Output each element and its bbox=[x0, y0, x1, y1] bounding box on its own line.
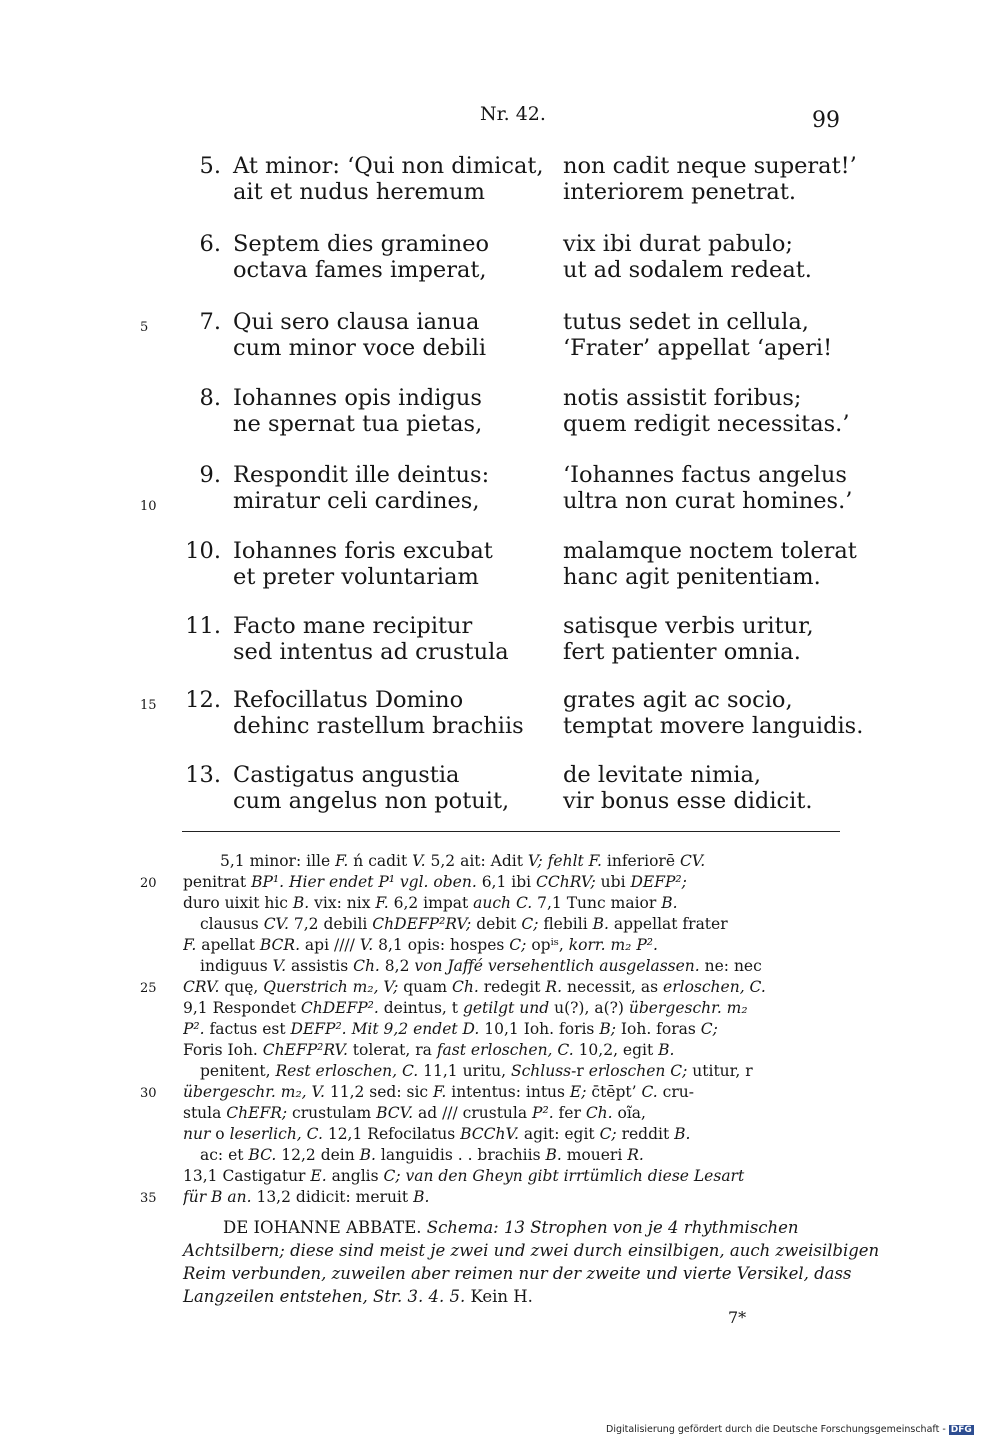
apparatus-text: Foris Ioh. bbox=[183, 1041, 263, 1059]
verse-line: vix ibi durat pabulo; bbox=[563, 231, 793, 257]
stanza-number: 6. bbox=[199, 231, 221, 257]
apparatus-text: 8,1 opis: hospes bbox=[373, 936, 510, 954]
apparatus-text: vix: nix bbox=[309, 894, 376, 912]
apparatus-text: tolerat, ra bbox=[347, 1041, 437, 1059]
note-text: Schema: 13 Strophen von je 4 rhythmischen bbox=[426, 1218, 799, 1237]
stanza bbox=[0, 538, 1000, 598]
apparatus-text: reddit bbox=[616, 1125, 675, 1143]
stanza-number: 9. bbox=[199, 462, 221, 488]
siglum: für B an. bbox=[183, 1188, 252, 1206]
siglum: BP¹. Hier endet P¹ vgl. oben. bbox=[251, 873, 477, 891]
siglum: BC. bbox=[248, 1146, 277, 1164]
apparatus-text: appellat frater bbox=[608, 915, 728, 933]
apparatus-text: ad /// crustula bbox=[413, 1104, 533, 1122]
verse-line: Respondit ille deintus: bbox=[233, 462, 490, 488]
siglum: R. bbox=[545, 978, 563, 996]
verse-line: cum angelus non potuit, bbox=[233, 788, 510, 814]
apparatus-text: redegit bbox=[478, 978, 546, 996]
apparatus-text: api //// bbox=[300, 936, 360, 954]
apparatus-line bbox=[200, 1146, 841, 1165]
verse-line: ne spernat tua pietas, bbox=[233, 411, 483, 437]
margin-line-number: 35 bbox=[140, 1191, 157, 1206]
note-text: Langzeilen entstehen, Str. 3. 4. 5. bbox=[183, 1287, 466, 1306]
verse-line: Iohannes foris excubat bbox=[233, 538, 493, 564]
stanza bbox=[0, 613, 1000, 673]
siglum: ChEFP²RV. bbox=[262, 1041, 348, 1059]
apparatus-text: clausus bbox=[200, 915, 264, 933]
verse-line: hanc agit penitentiam. bbox=[563, 564, 821, 590]
apparatus-text: 11,1 uritu, bbox=[418, 1062, 511, 1080]
siglum: ChDEFP²RV; bbox=[372, 915, 472, 933]
siglum: BCV. bbox=[376, 1104, 414, 1122]
siglum: B. bbox=[658, 1041, 675, 1059]
stanza-number: 11. bbox=[185, 613, 221, 639]
verse-line: octava fames imperat, bbox=[233, 257, 487, 283]
verse-line: malamque noctem tolerat bbox=[563, 538, 857, 564]
apparatus-text: o bbox=[210, 1125, 230, 1143]
siglum: C; bbox=[509, 936, 527, 954]
apparatus-text: assistis bbox=[286, 957, 354, 975]
siglum: Ch. bbox=[353, 957, 380, 975]
siglum: getilgt und bbox=[462, 999, 550, 1017]
siglum: Rest erloschen, C. bbox=[275, 1062, 419, 1080]
siglum: P². bbox=[532, 1104, 554, 1122]
verse-line: Iohannes opis indigus bbox=[233, 385, 482, 411]
apparatus-line bbox=[183, 894, 841, 913]
siglum: Mit 9,2 endet D. bbox=[351, 1020, 480, 1038]
note-text: Kein H. bbox=[470, 1287, 533, 1306]
margin-line-number: 20 bbox=[140, 876, 157, 891]
siglum: BCChV. bbox=[460, 1125, 519, 1143]
apparatus-text: inferiorē bbox=[601, 852, 680, 870]
apparatus-text: indiguus bbox=[200, 957, 273, 975]
apparatus-text: 7,1 Tunc maior bbox=[532, 894, 662, 912]
verse-line: quem redigit necessitas.’ bbox=[563, 411, 850, 437]
siglum: übergeschr. m₂ bbox=[628, 999, 748, 1017]
apparatus-text: penitrat bbox=[183, 873, 252, 891]
dfg-logo-icon: DFG bbox=[950, 1425, 972, 1435]
verse-line: Qui sero clausa ianua bbox=[233, 309, 480, 335]
apparatus-text: duro uixit hic bbox=[183, 894, 293, 912]
apparatus-line bbox=[200, 915, 841, 934]
apparatus-text: Ioh. foras bbox=[615, 1020, 701, 1038]
siglum: auch C. bbox=[473, 894, 533, 912]
note-text: Reim verbunden, zuweilen aber reimen nur der zweite und vierte Versikel, dass bbox=[183, 1264, 852, 1283]
siglum: V. bbox=[272, 957, 287, 975]
page-number: 99 bbox=[812, 108, 840, 133]
apparatus-text: ne: nec bbox=[699, 957, 762, 975]
stanza bbox=[0, 309, 1000, 369]
verse-line: ultra non curat homines.’ bbox=[563, 488, 853, 514]
apparatus-text: agit: egit bbox=[518, 1125, 600, 1143]
apparatus-text: moueri bbox=[561, 1146, 628, 1164]
stanza bbox=[0, 385, 1000, 445]
verse-line: Septem dies gramineo bbox=[233, 231, 490, 257]
verse-line: de levitate nimia, bbox=[563, 762, 762, 788]
apparatus-text: intentus: intus bbox=[446, 1083, 570, 1101]
siglum: B; bbox=[599, 1020, 616, 1038]
stanza bbox=[0, 153, 1000, 213]
apparatus-line bbox=[200, 1062, 841, 1081]
verse-line: temptat movere languidis. bbox=[563, 713, 864, 739]
margin-line-number: 30 bbox=[140, 1086, 157, 1101]
verse-line: Castigatus angustia bbox=[233, 762, 460, 788]
siglum: B. bbox=[545, 1146, 562, 1164]
siglum: E; bbox=[569, 1083, 587, 1101]
apparatus-line bbox=[183, 1188, 841, 1207]
apparatus-text: 5,2 ait: Adit bbox=[425, 852, 528, 870]
siglum: erloschen, C. bbox=[663, 978, 766, 996]
apparatus-text: u(?), a(?) bbox=[549, 999, 629, 1017]
apparatus-text: debit bbox=[471, 915, 522, 933]
verse-line: sed intentus ad crustula bbox=[233, 639, 509, 665]
siglum: CChRV; bbox=[536, 873, 596, 891]
stanza bbox=[0, 231, 1000, 291]
apparatus-text: anglis bbox=[326, 1167, 384, 1185]
siglum: B. bbox=[413, 1188, 430, 1206]
apparatus-text: 6,1 ibi bbox=[476, 873, 537, 891]
apparatus-text: 13,1 Castigatur bbox=[183, 1167, 311, 1185]
siglum: korr. m₂ P². bbox=[568, 936, 658, 954]
apparatus-line bbox=[183, 978, 841, 997]
apparatus-text: 9,1 Respondet bbox=[183, 999, 301, 1017]
siglum: F. bbox=[335, 852, 349, 870]
apparatus-text: utitur, r bbox=[687, 1062, 753, 1080]
apparatus-text: ń cadit bbox=[348, 852, 413, 870]
apparatus-text: 8,2 bbox=[379, 957, 415, 975]
siglum: DEFP². bbox=[290, 1020, 347, 1038]
apparatus-text: crustulam bbox=[287, 1104, 377, 1122]
siglum: V. bbox=[359, 936, 374, 954]
apparatus-text: penitent, bbox=[200, 1062, 276, 1080]
apparatus-line bbox=[183, 1125, 841, 1144]
apparatus-text: 12,1 Refocilatus bbox=[322, 1125, 461, 1143]
margin-line-number: 25 bbox=[140, 981, 157, 996]
apparatus-line bbox=[183, 1020, 841, 1039]
margin-line-number: 5 bbox=[140, 320, 149, 335]
siglum: CV. bbox=[263, 915, 289, 933]
siglum: ChEFR; bbox=[226, 1104, 288, 1122]
siglum: V. bbox=[412, 852, 426, 870]
apparatus-line bbox=[200, 957, 841, 976]
stanza-number: 8. bbox=[199, 385, 221, 411]
signature-mark: 7* bbox=[728, 1308, 747, 1327]
verse-line: dehinc rastellum brachiis bbox=[233, 713, 524, 739]
apparatus-text: 5,1 minor: ille bbox=[220, 852, 336, 870]
note-heading: DE IOHANNE ABBATE. bbox=[223, 1218, 422, 1237]
apparatus-text: ubi bbox=[595, 873, 631, 891]
stanza-number: 12. bbox=[185, 687, 221, 713]
apparatus-text: fer bbox=[553, 1104, 586, 1122]
siglum: C; bbox=[700, 1020, 718, 1038]
apparatus-text: flebili bbox=[538, 915, 593, 933]
siglum: Ch. bbox=[585, 1104, 613, 1122]
apparatus-text: cru- bbox=[657, 1083, 694, 1101]
siglum: ChDEFP². bbox=[300, 999, 379, 1017]
apparatus-text: quę, bbox=[219, 978, 264, 996]
apparatus-text: deintus, t bbox=[378, 999, 463, 1017]
verse-line: satisque verbis uritur, bbox=[563, 613, 814, 639]
siglum: V; fehlt F. bbox=[527, 852, 602, 870]
stanza-number: 13. bbox=[185, 762, 221, 788]
siglum: F. bbox=[183, 936, 197, 954]
stanza-number: 10. bbox=[185, 538, 221, 564]
siglum: Querstrich m₂, V; bbox=[263, 978, 399, 996]
verse-line: grates agit ac socio, bbox=[563, 687, 793, 713]
apparatus-text: apellat bbox=[196, 936, 260, 954]
apparatus-text: stula bbox=[183, 1104, 227, 1122]
verse-line: non cadit neque superat!’ bbox=[563, 153, 857, 179]
apparatus-line bbox=[183, 1104, 841, 1123]
apparatus-line bbox=[183, 873, 841, 892]
apparatus-text: 11,2 sed: sic bbox=[324, 1083, 434, 1101]
apparatus-text: 10,2, egit bbox=[573, 1041, 659, 1059]
verse-line: ‘Iohannes factus angelus bbox=[563, 462, 847, 488]
siglum: C. bbox=[641, 1083, 658, 1101]
verse-line: miratur celi cardines, bbox=[233, 488, 480, 514]
apparatus-line bbox=[183, 1041, 841, 1060]
apparatus-text: 6,2 impat bbox=[388, 894, 474, 912]
apparatus-text: factus est bbox=[204, 1020, 291, 1038]
margin-line-number: 15 bbox=[140, 698, 157, 713]
siglum: Ch. bbox=[452, 978, 479, 996]
stanza-number: 5. bbox=[199, 153, 221, 179]
verse-line: Facto mane recipitur bbox=[233, 613, 473, 639]
credit-text: Digitalisierung gefördert durch die Deutsche Forschungsgemeinschaft bbox=[606, 1424, 940, 1435]
verse-line: interiorem penetrat. bbox=[563, 179, 797, 205]
apparatus-text: 10,1 Ioh. foris bbox=[479, 1020, 600, 1038]
verse-line: et preter voluntariam bbox=[233, 564, 479, 590]
margin-line-number: 10 bbox=[140, 499, 157, 514]
stanza bbox=[0, 762, 1000, 822]
verse-line: cum minor voce debili bbox=[233, 335, 487, 361]
siglum: F. bbox=[375, 894, 389, 912]
siglum: B. bbox=[292, 894, 310, 912]
digitization-credit: Digitalisierung gefördert durch die Deutsche Forschungsgemeinschaft - DFG bbox=[606, 1424, 972, 1435]
running-title: Nr. 42. bbox=[480, 103, 546, 125]
apparatus-text: quam bbox=[398, 978, 452, 996]
siglum: C; bbox=[521, 915, 539, 933]
verse-line: notis assistit foribus; bbox=[563, 385, 802, 411]
siglum: DEFP²; bbox=[630, 873, 687, 891]
verse-line: vir bonus esse didicit. bbox=[563, 788, 813, 814]
verse-line: Refocillatus Domino bbox=[233, 687, 464, 713]
siglum: B. bbox=[359, 1146, 376, 1164]
apparatus-text: ac: et bbox=[200, 1146, 249, 1164]
verse-line: At minor: ‘Qui non dimicat, bbox=[233, 153, 544, 179]
apparatus-line bbox=[183, 999, 841, 1018]
apparatus-text: oĩa, bbox=[612, 1104, 646, 1122]
stanza bbox=[0, 462, 1000, 522]
siglum: CV. bbox=[679, 852, 706, 870]
stanza-number: 7. bbox=[199, 309, 221, 335]
siglum: C; van den Gheyn gibt irrtümlich diese Lesart bbox=[383, 1167, 745, 1185]
siglum: Schluss bbox=[510, 1062, 572, 1080]
apparatus-text: -r bbox=[571, 1062, 589, 1080]
siglum: P². bbox=[183, 1020, 205, 1038]
siglum: übergeschr. m₂, V. bbox=[183, 1083, 325, 1101]
siglum: C; bbox=[599, 1125, 617, 1143]
stanza bbox=[0, 687, 1000, 747]
siglum: leserlich, C. bbox=[229, 1125, 323, 1143]
verse-line: ‘Frater’ appellat ‘aperi! bbox=[563, 335, 833, 361]
verse-line: fert patienter omnia. bbox=[563, 639, 801, 665]
verse-line: tutus sedet in cellula, bbox=[563, 309, 809, 335]
apparatus-line bbox=[220, 852, 841, 871]
note-text: Achtsilbern; diese sind meist je zwei und zwei durch einsilbigen, auch zweisilbigen bbox=[183, 1241, 880, 1260]
siglum: von Jaffé versehentlich ausgelassen. bbox=[414, 957, 700, 975]
editorial-note bbox=[183, 1216, 880, 1308]
siglum: R. bbox=[627, 1146, 644, 1164]
apparatus-text: 12,2 dein bbox=[276, 1146, 360, 1164]
verse-line: ut ad sodalem redeat. bbox=[563, 257, 812, 283]
apparatus-line bbox=[183, 1167, 841, 1186]
siglum: BCR. bbox=[259, 936, 300, 954]
siglum: E. bbox=[310, 1167, 327, 1185]
siglum: CRV. bbox=[183, 978, 220, 996]
siglum: B. bbox=[674, 1125, 691, 1143]
apparatus-text: 7,2 debili bbox=[288, 915, 373, 933]
siglum: erloschen C; bbox=[588, 1062, 688, 1080]
siglum: nur bbox=[183, 1125, 211, 1143]
apparatus-text: necessit, as bbox=[562, 978, 664, 996]
apparatus-line bbox=[183, 1083, 841, 1102]
siglum: fast erloschen, C. bbox=[436, 1041, 574, 1059]
apparatus-text: opⁱˢ, bbox=[526, 936, 569, 954]
siglum: F. bbox=[433, 1083, 447, 1101]
apparatus-line bbox=[183, 936, 841, 955]
siglum: B. bbox=[661, 894, 678, 912]
siglum: B. bbox=[592, 915, 609, 933]
footnote-divider bbox=[182, 831, 840, 832]
apparatus-text: 13,2 didicit: meruit bbox=[251, 1188, 414, 1206]
apparatus-text: c̄tēpt’ bbox=[586, 1083, 642, 1101]
verse-line: ait et nudus heremum bbox=[233, 179, 485, 205]
apparatus-text: languidis . . brachiis bbox=[375, 1146, 546, 1164]
